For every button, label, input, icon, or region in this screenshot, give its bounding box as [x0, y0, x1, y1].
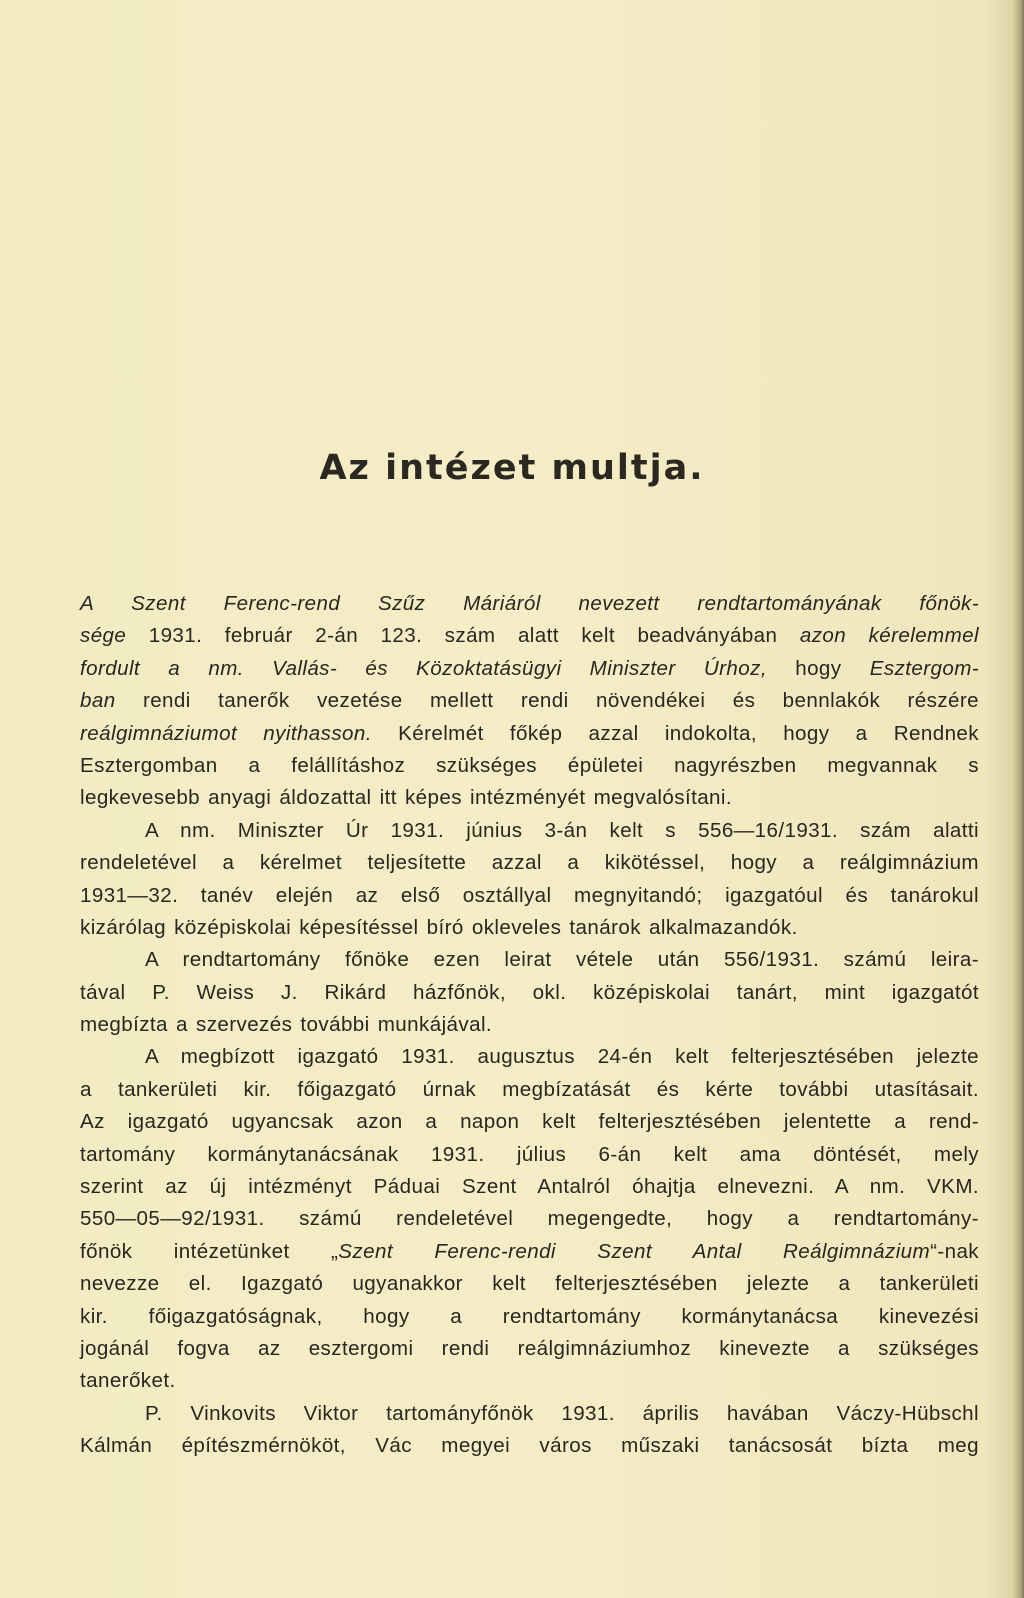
text-line	[80, 1106, 979, 1138]
text-span: megbízta a szervezés további munkájával.	[80, 1013, 493, 1037]
text-line	[80, 588, 979, 620]
text-line	[80, 653, 979, 685]
text-span: jogánál fogva az esztergomi rendi reálgimnáziumhoz kinevezte a szükséges	[80, 1336, 979, 1360]
text-line	[80, 944, 979, 976]
text-span: tanerőket.	[80, 1369, 176, 1393]
text-span: a tankerületi kir. főigazgató úrnak megbízatását és kérte további utasításait.	[80, 1077, 979, 1101]
text-span: Kérelmét főkép azzal indokolta, hogy a Rendnek	[371, 721, 979, 745]
text-line	[80, 1430, 979, 1462]
text-line	[80, 912, 979, 944]
text-line	[80, 977, 979, 1009]
page-edge-shadow	[1012, 0, 1024, 1598]
text-span: 550—05—92/1931. számú rendeletével megengedte, hogy a rendtartomány-	[80, 1207, 979, 1231]
text-span: szerint az új intézményt Páduai Szent Antalról óhajtja elnevezni. A nm. VKM.	[80, 1175, 979, 1199]
text-span: Esztergomban a felállításhoz szükséges épületei nagyrészben megvannak s	[80, 753, 979, 777]
italic-text: ban	[80, 689, 116, 713]
italic-text: A Szent Ferenc-rend Szűz Máriáról nevezett rendtartományának főnök-	[80, 592, 979, 615]
text-span: A nm. Miniszter Úr 1931. június 3-án kelt s 556—16/1931. szám alatti	[145, 818, 979, 842]
chapter-title: Az intézet multja.	[319, 448, 705, 488]
italic-text: azon kérelemmel	[799, 624, 979, 648]
text-line	[80, 782, 979, 814]
body-text	[80, 588, 979, 1463]
text-line	[80, 1301, 979, 1333]
text-line	[80, 1074, 979, 1106]
text-line	[80, 1203, 979, 1235]
text-span: legkevesebb anyagi áldozattal itt képes intézményét megvalósítani.	[80, 786, 732, 810]
text-line	[80, 1365, 979, 1397]
text-span: kir. főigazgatóságnak, hogy a rendtartomány kormánytanácsa kinevezési	[80, 1304, 979, 1328]
text-span: kizárólag középiskolai képesítéssel bíró okleveles tanárok alkalmazandók.	[80, 915, 798, 939]
text-line	[80, 685, 979, 717]
text-span: Kálmán építészmérnököt, Vác megyei város műszaki tanácsosát bízta meg	[80, 1434, 979, 1458]
italic-text: fordult a nm. Vallás- és Közoktatásügyi Miniszter Úrhoz,	[80, 656, 767, 680]
text-span: “-nak	[930, 1239, 979, 1263]
text-line	[80, 1041, 979, 1073]
italic-text: reálgimnáziumot nyithasson.	[80, 721, 372, 745]
text-span: 1931. február 2-án 123. szám alatt kelt beadványában	[126, 624, 800, 648]
text-line	[80, 718, 979, 750]
text-line	[80, 1139, 979, 1171]
text-span: nevezze el. Igazgató ugyanakkor kelt felterjesztésében jelezte a tankerületi	[80, 1272, 979, 1296]
text-line	[80, 1398, 979, 1430]
text-line	[80, 847, 979, 879]
text-line	[80, 750, 979, 782]
text-line	[80, 1268, 979, 1300]
text-line	[80, 815, 979, 847]
text-span: rendeletével a kérelmet teljesítette azzal a kikötéssel, hogy a reálgimnázium	[80, 851, 979, 875]
text-line	[80, 1171, 979, 1203]
text-span: hogy	[766, 656, 870, 680]
text-span: A megbízott igazgató 1931. augusztus 24-én kelt felterjesztésében jelezte	[145, 1045, 979, 1069]
text-span: P. Vinkovits Viktor tartományfőnök 1931. április havában Váczy-Hübschl	[145, 1401, 979, 1425]
text-line	[80, 1009, 979, 1041]
text-span: tartomány kormánytanácsának 1931. július 6-án kelt ama döntését, mely	[80, 1142, 979, 1166]
text-span: A rendtartomány főnöke ezen leirat vétele után 556/1931. számú leira-	[145, 948, 979, 972]
text-span: Az igazgató ugyancsak azon a napon kelt felterjesztésében jelentette a rend-	[80, 1110, 979, 1134]
text-line	[80, 1333, 979, 1365]
text-line	[80, 620, 979, 652]
text-span: tával P. Weiss J. Rikárd házfőnök, okl. középiskolai tanárt, mint igazgatót	[80, 980, 979, 1004]
italic-text: Esztergom-	[869, 656, 980, 680]
text-line	[80, 1236, 979, 1268]
text-line	[80, 880, 979, 912]
italic-text: Szent Ferenc-rendi Szent Antal Reálgimnázium	[338, 1239, 931, 1263]
text-span: 1931—32. tanév elején az első osztállyal megnyitandó; igazgatóul és tanárokul	[80, 883, 979, 907]
text-span: rendi tanerők vezetése mellett rendi növendékei és bennlakók részére	[115, 689, 979, 713]
italic-text: sége	[80, 624, 127, 648]
text-span: főnök intézetünket „	[80, 1239, 339, 1263]
